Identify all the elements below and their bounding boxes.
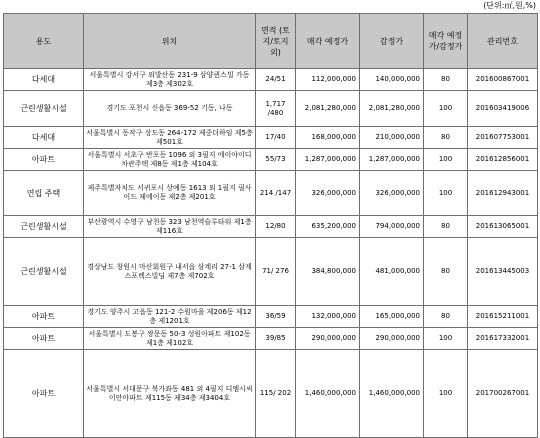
appraisal-cell: 1,287,000,000 [360,149,424,171]
table-row [4,149,538,171]
location-cell: 경상남도 창원시 마산회원구 내서읍 삼계리 27-1 삼계스포렉스빌딩 제7층 제702호 [84,238,256,306]
mgmt-no-cell: 201613445003 [468,238,538,306]
location-cell: 서울특별시 강서구 외발산동 231-9 삼양퀸스빌 가동 제3층 제302호 [84,69,256,91]
appraisal-cell: 165,000,000 [360,306,424,328]
usage-cell: 근린생활시설 [4,91,84,127]
area-cell: 17/40 [256,127,296,149]
ratio-cell: 80 [424,216,468,238]
table-row [4,91,538,127]
area-cell: 115/ 202 [256,350,296,438]
area-cell: 1,717 /480 [256,91,296,127]
header-appraisal: 감정가 [360,14,424,69]
usage-cell: 다세대 [4,69,84,91]
ratio-cell: 80 [424,238,468,306]
usage-cell: 다세대 [4,127,84,149]
header-area: 면적 (토지/토지외) [256,14,296,69]
table-row [4,328,538,350]
header-ratio: 매각 예정가/감정가 [424,14,468,69]
mgmt-no-cell: 201600867001 [468,69,538,91]
mgmt-no-cell: 201617332001 [468,328,538,350]
appraisal-cell: 2,081,280,000 [360,91,424,127]
usage-cell: 아파트 [4,350,84,438]
sale-price-cell: 326,000,000 [296,171,360,216]
ratio-cell: 100 [424,350,468,438]
table-row [4,306,538,328]
header-sale-price: 매각 예정가 [296,14,360,69]
ratio-cell: 100 [424,328,468,350]
mgmt-no-cell: 201613065001 [468,216,538,238]
sale-price-cell: 635,200,000 [296,216,360,238]
ratio-cell: 80 [424,306,468,328]
table-row [4,127,538,149]
appraisal-cell: 326,000,000 [360,171,424,216]
appraisal-cell: 481,000,000 [360,238,424,306]
area-cell: 71/ 276 [256,238,296,306]
table-row [4,171,538,216]
property-sale-table [3,13,538,438]
mgmt-no-cell: 201607753001 [468,127,538,149]
location-cell: 제주특별자치도 서귀포시 상예동 1613 외 1필지 필사이드 제에이동 제2층 제201호 [84,171,256,216]
header-usage: 용도 [4,14,84,69]
area-cell: 12/80 [256,216,296,238]
appraisal-cell: 140,000,000 [360,69,424,91]
location-cell: 서울특별시 서초구 반포동 1096 외 3필지 에이아이디차관주택 제8동 제1층 제104호 [84,149,256,171]
table-row [4,350,538,438]
sale-price-cell: 1,287,000,000 [296,149,360,171]
area-cell: 55/73 [256,149,296,171]
sale-price-cell: 290,000,000 [296,328,360,350]
location-cell: 서울특별시 도봉구 쌍문동 50-3 성원아파트 제102동 제1층 제102호 [84,328,256,350]
ratio-cell: 100 [424,171,468,216]
location-cell: 서울특별시 서대문구 북가좌동 481 외 4필지 디엠시씨이안아파트 제115동 제34층 제3404호 [84,350,256,438]
mgmt-no-cell: 201700267001 [468,350,538,438]
area-cell: 36/59 [256,306,296,328]
mgmt-no-cell: 201603419006 [468,91,538,127]
location-cell: 서울특별시 동작구 상도동 264-172 제중더하임 제5층 제501호 [84,127,256,149]
sale-price-cell: 132,000,000 [296,306,360,328]
area-cell: 39/85 [256,328,296,350]
header-row [4,14,538,69]
location-cell: 경기도 포천시 신읍동 369-52 기동, 나동 [84,91,256,127]
sale-price-cell: 384,800,000 [296,238,360,306]
sale-price-cell: 168,000,000 [296,127,360,149]
usage-cell: 근린생활시설 [4,216,84,238]
header-mgmt-no: 관리번호 [468,14,538,69]
appraisal-cell: 1,460,000,000 [360,350,424,438]
ratio-cell: 100 [424,149,468,171]
appraisal-cell: 290,000,000 [360,328,424,350]
usage-cell: 연립 주택 [4,171,84,216]
ratio-cell: 80 [424,69,468,91]
appraisal-cell: 210,000,000 [360,127,424,149]
usage-cell: 아파트 [4,149,84,171]
appraisal-cell: 794,000,000 [360,216,424,238]
table-row [4,69,538,91]
ratio-cell: 100 [424,91,468,127]
unit-note: (단위:㎡,원,%) [483,1,536,10]
mgmt-no-cell: 201612856001 [468,149,538,171]
usage-cell: 아파트 [4,306,84,328]
table-row [4,216,538,238]
area-cell: 214 /147 [256,171,296,216]
sale-price-cell: 1,460,000,000 [296,350,360,438]
table-row [4,238,538,306]
usage-cell: 아파트 [4,328,84,350]
mgmt-no-cell: 201615211001 [468,306,538,328]
location-cell: 경기도 양주시 고읍동 121-2 수원마을 제206동 제12층 제1201호 [84,306,256,328]
mgmt-no-cell: 201612943001 [468,171,538,216]
ratio-cell: 80 [424,127,468,149]
area-cell: 24/51 [256,69,296,91]
sale-price-cell: 2,081,280,000 [296,91,360,127]
location-cell: 부산광역시 수영구 남천동 323 남천역슬루타워 제1층 제116호 [84,216,256,238]
sale-price-cell: 112,000,000 [296,69,360,91]
usage-cell: 근린생활시설 [4,238,84,306]
header-location: 위치 [84,14,256,69]
